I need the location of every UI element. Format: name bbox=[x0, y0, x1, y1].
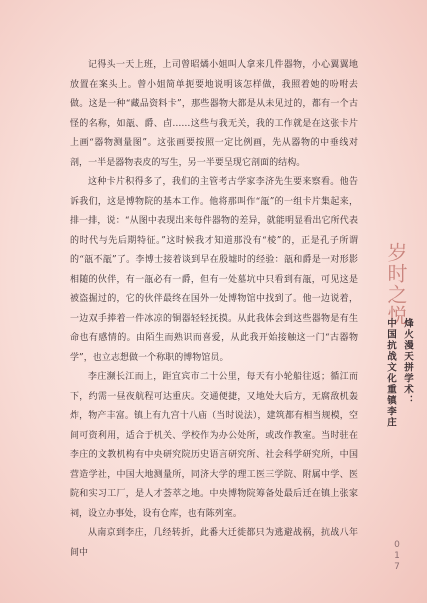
chapter-subtitle bbox=[378, 318, 414, 508]
body-text bbox=[70, 56, 358, 563]
subtitle-line: 烽火漫天拼学术： bbox=[402, 318, 413, 406]
page-number: 017 bbox=[392, 540, 402, 573]
section-title: 岁时之悦 bbox=[384, 242, 408, 326]
paragraph: 从南京到李庄，几经转折，此番大迁徙都只为逃避战祸，抗战八年间中 bbox=[70, 528, 358, 558]
paragraph: 李庄濒长江而上，距宜宾市二十公里，每天有小轮船往返；循江而下，约需一昼夜航程可达重庆。交通便捷，又地处大后方，无腐敌机轰炸，物产丰富。镇上有九宫十八庙（当时说法），建筑都有相当规模，空间可资利用，适合于机关、学校作为办公处所，或改作教室。当时驻在李庄的文教机构有中央研究院历史语言研究所、社会科学研究所，中国营造学社，中国大地测量所，同济大学的理工医三学院、附属中学、医院和实习工厂，是人才荟萃之地。中央博物院筹备处最后迁在镇上张家祠，设立办事处，设有仓库，也有陈列室。 bbox=[70, 372, 358, 519]
paragraph: 这种卡片积得多了，我们的主管考古学家李济先生要来察看。他告诉我们，这是博物院的基本工作。他将那叫作“瓿”的一组卡片集起来，排一排，说：“从图中表现出来每件器物的差异，就能明显看出它所代表的时代与先后期特征。”这时候我才知道那没有“棱”的，正是孔子所谓的“瓿不瓿”了。李博士接着谈到早在殷墟时的经验：瓿和爵是一对形影相随的伙伴，有一瓿必有一爵，但有一处墓坑中只看到有瓿，可见这是被盗掘过的，它的伙伴最终在国外一处博物馆中找到了。他一边说着，一边双手捧着一件冰凉的铜器轻轻抚摸。从此我体会到这些器物是有生命也有感情的。由陌生而熟识而喜爱，从此我开始接触这一门“古器物学”，也立志想做一个称职的博物馆员。 bbox=[70, 177, 358, 363]
paragraph: 记得头一天上班，上司曾昭燏小姐叫人拿来几件器物，小心翼翼地放置在案头上。曾小姐简单扼要地说明该怎样做，我照着她的吩咐去做。这是一种“藏品资料卡”，那些器物大都是从未见过的，都有一个古怪的名称，如瓿、爵、卣……这些与我无关，我的工作就是在这张卡片上画“器物测量图”。这张画要按照一定比例画，先从器物的中垂线对剖，一半是器物表皮的写生，另一半要呈现它剖面的结构。 bbox=[70, 60, 358, 168]
subtitle-line: 中国抗战文化重镇李庄 bbox=[385, 318, 396, 428]
